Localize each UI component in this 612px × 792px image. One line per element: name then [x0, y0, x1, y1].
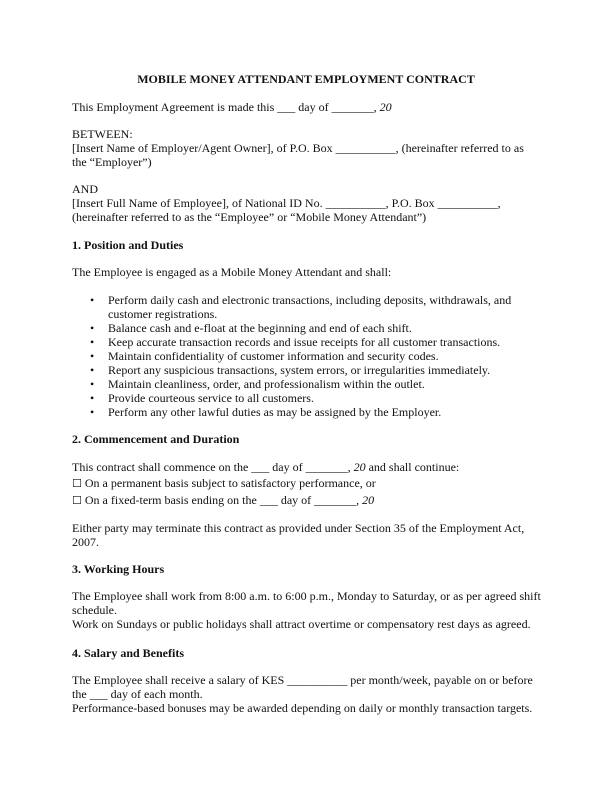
- working-hours-text: The Employee shall work from 8:00 a.m. to 6:00 p.m., Monday to Saturday, or as per agreed shift schedule.: [72, 589, 541, 617]
- duty-item: • Report any suspicious transactions, system errors, or irregularities immediately.: [72, 363, 547, 377]
- commencement-line: [72, 460, 542, 474]
- duties-list: [72, 293, 547, 419]
- termination-text: Either party may terminate this contract as provided under Section 35 of the Employment Act, 2007.: [72, 521, 525, 549]
- between-label: BETWEEN:: [72, 127, 133, 141]
- commence-text: This contract shall commence on the ___ day of _______,: [72, 460, 354, 474]
- duty-item: • Perform any other lawful duties as may be assigned by the Employer.: [72, 405, 547, 419]
- document-title: MOBILE MONEY ATTENDANT EMPLOYMENT CONTRACT: [137, 72, 475, 86]
- checkbox-icon[interactable]: ☐: [72, 477, 82, 490]
- option-fixed-label: On a fixed-term basis ending on the ___ day of _______,: [81, 493, 363, 507]
- commence-year: 20: [353, 460, 366, 474]
- duties-list-container: [72, 293, 547, 419]
- parties-and: [72, 182, 542, 224]
- parties-between: [72, 127, 542, 169]
- employer-line-1: [Insert Name of Employer/Agent Owner], of P.O. Box __________, (hereinafter referred to as: [72, 141, 524, 155]
- duty-item: • Keep accurate transaction records and issue receipts for all customer transactions.: [72, 335, 547, 349]
- intro-text: This Employment Agreement is made this ___ day of _______,: [72, 100, 380, 114]
- option-fixed-year: 20: [362, 493, 375, 507]
- section-3-heading: 3. Working Hours: [72, 562, 165, 576]
- agreement-intro: [72, 100, 542, 114]
- intro-year: 20: [379, 100, 392, 114]
- duty-item: • Maintain cleanliness, order, and professionalism within the outlet.: [72, 377, 547, 391]
- section-2-heading: 2. Commencement and Duration: [72, 432, 240, 446]
- bonus-text: Performance-based bonuses may be awarded depending on daily or monthly transaction targets.: [72, 701, 533, 715]
- option-fixed-term: [72, 493, 542, 508]
- employee-line-2: (hereinafter referred to as the “Employee” or “Mobile Money Attendant”): [72, 210, 427, 224]
- section-4-heading: 4. Salary and Benefits: [72, 646, 185, 660]
- duty-item: • Balance cash and e-float at the beginning and end of each shift.: [72, 321, 547, 335]
- and-label: AND: [72, 182, 98, 196]
- commence-suffix: and shall continue:: [365, 460, 460, 474]
- duty-item: • Maintain confidentiality of customer information and security codes.: [72, 349, 547, 363]
- commencement-block: [72, 460, 542, 508]
- option-permanent-label: On a permanent basis subject to satisfactory performance, or: [81, 476, 376, 490]
- employer-line-2: the “Employer”): [72, 155, 152, 169]
- overtime-text: Work on Sundays or public holidays shall attract overtime or compensatory rest days as agreed.: [72, 617, 531, 631]
- checkbox-icon[interactable]: ☐: [72, 494, 82, 507]
- duty-item: • Perform daily cash and electronic transactions, including deposits, withdrawals, and customer registrations.: [72, 293, 547, 321]
- employee-line-1: [Insert Full Name of Employee], of National ID No. __________, P.O. Box __________,: [72, 196, 501, 210]
- section-1-heading: 1. Position and Duties: [72, 238, 184, 252]
- salary-text: The Employee shall receive a salary of KES __________ per month/week, payable on or before the ___ day of each month.: [72, 673, 533, 701]
- option-permanent: [72, 476, 542, 491]
- section-1-intro: The Employee is engaged as a Mobile Money Attendant and shall:: [72, 265, 392, 279]
- duty-item: • Provide courteous service to all customers.: [72, 391, 547, 405]
